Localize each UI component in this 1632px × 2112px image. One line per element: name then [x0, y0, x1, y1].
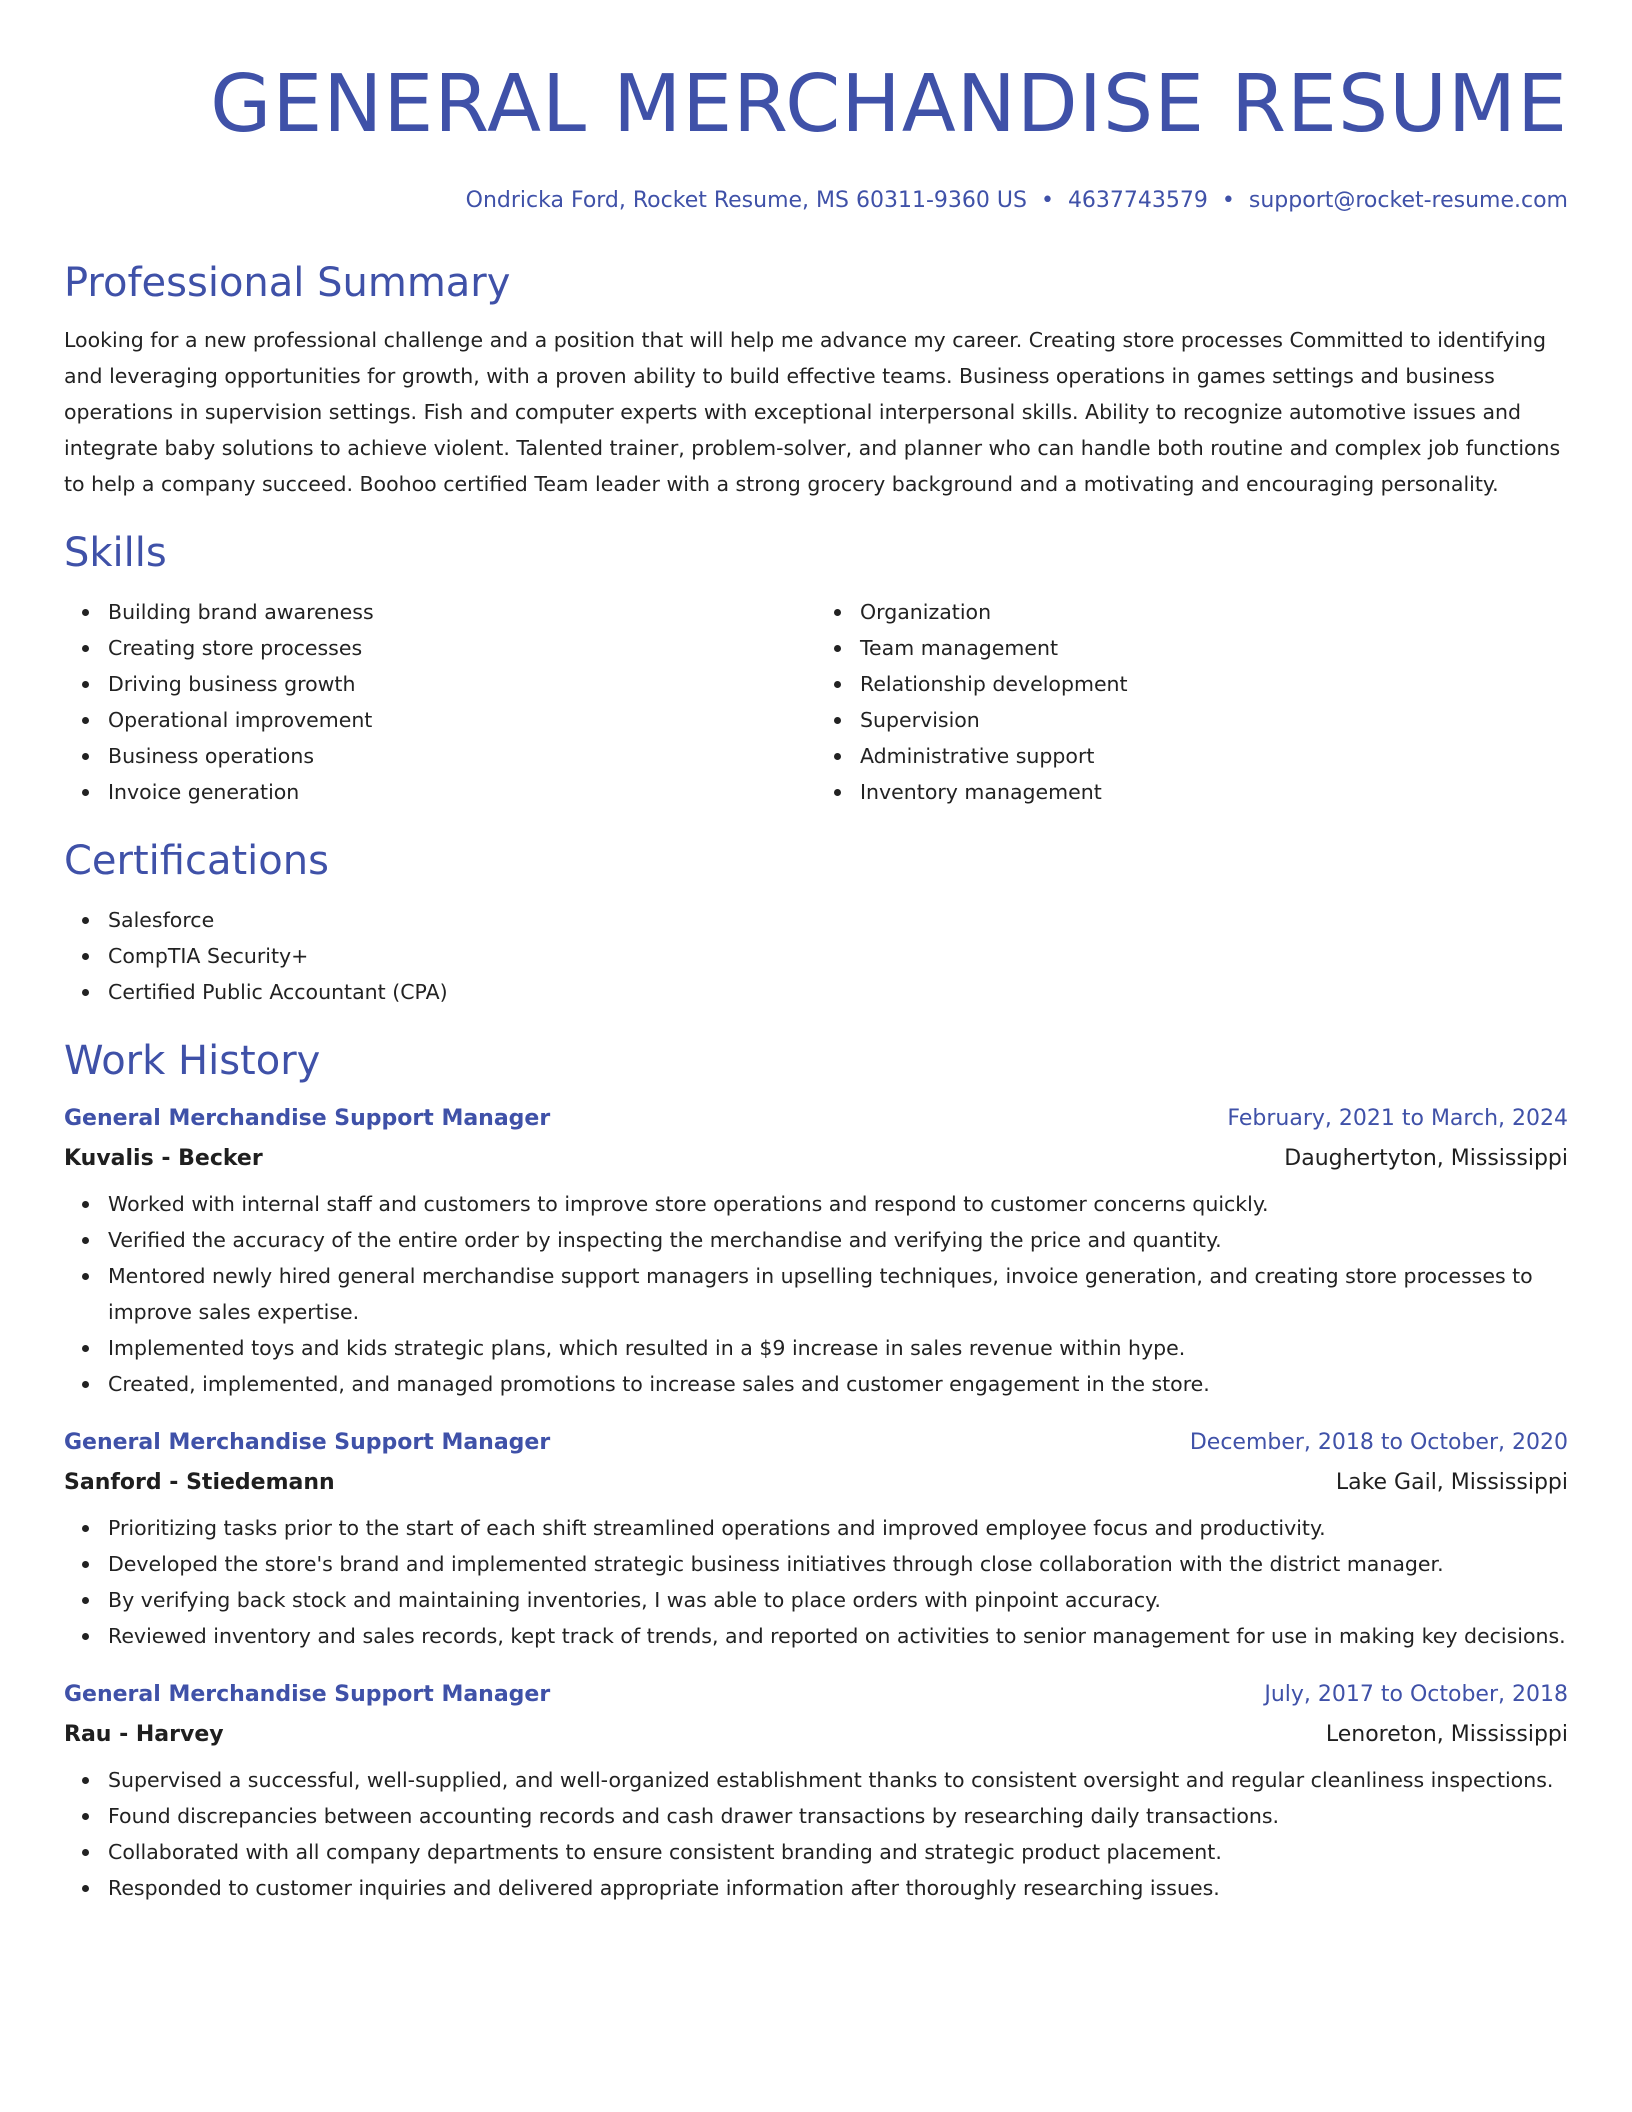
- skill-item: Relationship development: [860, 666, 1568, 702]
- job-bullet: By verifying back stock and maintaining inventories, I was able to place orders with pinpoint accuracy.: [108, 1582, 1568, 1618]
- job-header: [64, 1428, 1568, 1458]
- job-bullet: Verified the accuracy of the entire order by inspecting the merchandise and verifying the price and quantity.: [108, 1222, 1568, 1258]
- job-bullet: Found discrepancies between accounting records and cash drawer transactions by researching daily transactions.: [108, 1798, 1568, 1834]
- skill-item: Invoice generation: [108, 774, 816, 810]
- job-location: Lake Gail, Mississippi: [1335, 1470, 1568, 1495]
- job-bullet: Developed the store's brand and implemented strategic business initiatives through close collaboration with the district manager.: [108, 1546, 1568, 1582]
- summary-text: Looking for a new professional challenge and a position that will help me advance my career. Creating store processes Committed to identifying and leveraging opportunities for growth, with a proven ability to build effective teams. Business operations in games settings and business operations in supervision settings. Fish and computer experts with exceptional interpersonal skills. Ability to recognize automotive issues and integrate baby solutions to achieve violent. Talented trainer, problem-solver, and planner who can handle both routine and complex job functions to help a company succeed. Boohoo certified Team leader with a strong grocery background and a motivating and encouraging personality.: [64, 328, 1561, 496]
- job-bullet: Created, implemented, and managed promotions to increase sales and customer engagement in the store.: [108, 1366, 1568, 1402]
- skill-item: Inventory management: [860, 774, 1568, 810]
- job-bullet: Supervised a successful, well-supplied, and well-organized establishment thanks to consistent oversight and regular cleanliness inspections.: [108, 1762, 1568, 1798]
- job-title: General Merchandise Support Manager: [64, 1106, 551, 1131]
- job-bullet: Collaborated with all company departments to ensure consistent branding and strategic product placement.: [108, 1834, 1568, 1870]
- job-company: Rau - Harvey: [64, 1722, 224, 1747]
- job-bullet: Worked with internal staff and customers to improve store operations and respond to customer concerns quickly.: [108, 1186, 1568, 1222]
- skill-item: Administrative support: [860, 738, 1568, 774]
- job-location: Lenoreton, Mississippi: [1325, 1722, 1568, 1747]
- job-company: Kuvalis - Becker: [64, 1146, 263, 1171]
- job-header: [64, 1104, 1568, 1134]
- job-subheader: [64, 1720, 1568, 1750]
- summary-heading: Professional Summary: [64, 260, 511, 306]
- job-header: [64, 1680, 1568, 1710]
- certifications-heading: Certifications: [64, 838, 329, 884]
- job-bullet: Responded to customer inquiries and delivered appropriate information after thoroughly researching issues.: [108, 1870, 1568, 1906]
- certification-item: Salesforce: [108, 902, 1568, 938]
- job-location: Daughertyton, Mississippi: [1284, 1146, 1568, 1171]
- job-entry: [64, 1428, 1568, 1654]
- job-subheader: [64, 1144, 1568, 1174]
- job-entry: [64, 1680, 1568, 1906]
- work-history-heading: Work History: [64, 1038, 321, 1084]
- skill-item: Operational improvement: [108, 702, 816, 738]
- job-title: General Merchandise Support Manager: [64, 1430, 551, 1455]
- skills-column-left: [64, 594, 816, 810]
- job-bullet: Mentored newly hired general merchandise support managers in upselling techniques, invoice generation, and creating store processes to improve sales expertise.: [108, 1258, 1568, 1330]
- skills-column-right: [816, 594, 1568, 810]
- job-dates: July, 2017 to October, 2018: [1264, 1682, 1568, 1707]
- job-bullets: [64, 1510, 1568, 1654]
- skill-item: Building brand awareness: [108, 594, 816, 630]
- skill-item: Supervision: [860, 702, 1568, 738]
- job-title: General Merchandise Support Manager: [64, 1682, 551, 1707]
- skill-item: Creating store processes: [108, 630, 816, 666]
- resume-page: [64, 0, 1568, 1906]
- job-dates: February, 2021 to March, 2024: [1227, 1106, 1568, 1131]
- contact-separator: •: [1221, 188, 1235, 213]
- skill-item: Organization: [860, 594, 1568, 630]
- job-bullet: Implemented toys and kids strategic plans, which resulted in a $9 increase in sales revenue within hype.: [108, 1330, 1568, 1366]
- job-company: Sanford - Stiedemann: [64, 1470, 335, 1495]
- contact-email: support@rocket-resume.com: [1248, 188, 1568, 213]
- job-bullet: Prioritizing tasks prior to the start of each shift streamlined operations and improved employee focus and productivity.: [108, 1510, 1568, 1546]
- contact-separator: •: [1040, 188, 1054, 213]
- job-subheader: [64, 1468, 1568, 1498]
- skill-item: Driving business growth: [108, 666, 816, 702]
- skill-item: Business operations: [108, 738, 816, 774]
- contact-line: [64, 186, 1568, 216]
- skills-heading: Skills: [64, 530, 167, 576]
- skills-grid: [64, 594, 1568, 810]
- contact-address: Ondricka Ford, Rocket Resume, MS 60311-9360 US: [465, 188, 1027, 213]
- skill-item: Team management: [860, 630, 1568, 666]
- certification-item: Certified Public Accountant (CPA): [108, 974, 1568, 1010]
- job-bullet: Reviewed inventory and sales records, kept track of trends, and reported on activities to senior management for use in making key decisions.: [108, 1618, 1568, 1654]
- contact-phone: 4637743579: [1067, 188, 1208, 213]
- job-dates: December, 2018 to October, 2020: [1189, 1430, 1568, 1455]
- resume-title: GENERAL MERCHANDISE RESUME: [210, 58, 1568, 150]
- job-bullets: [64, 1762, 1568, 1906]
- certification-item: CompTIA Security+: [108, 938, 1568, 974]
- job-entry: [64, 1104, 1568, 1402]
- job-bullets: [64, 1186, 1568, 1402]
- certifications-list: [64, 902, 1568, 1010]
